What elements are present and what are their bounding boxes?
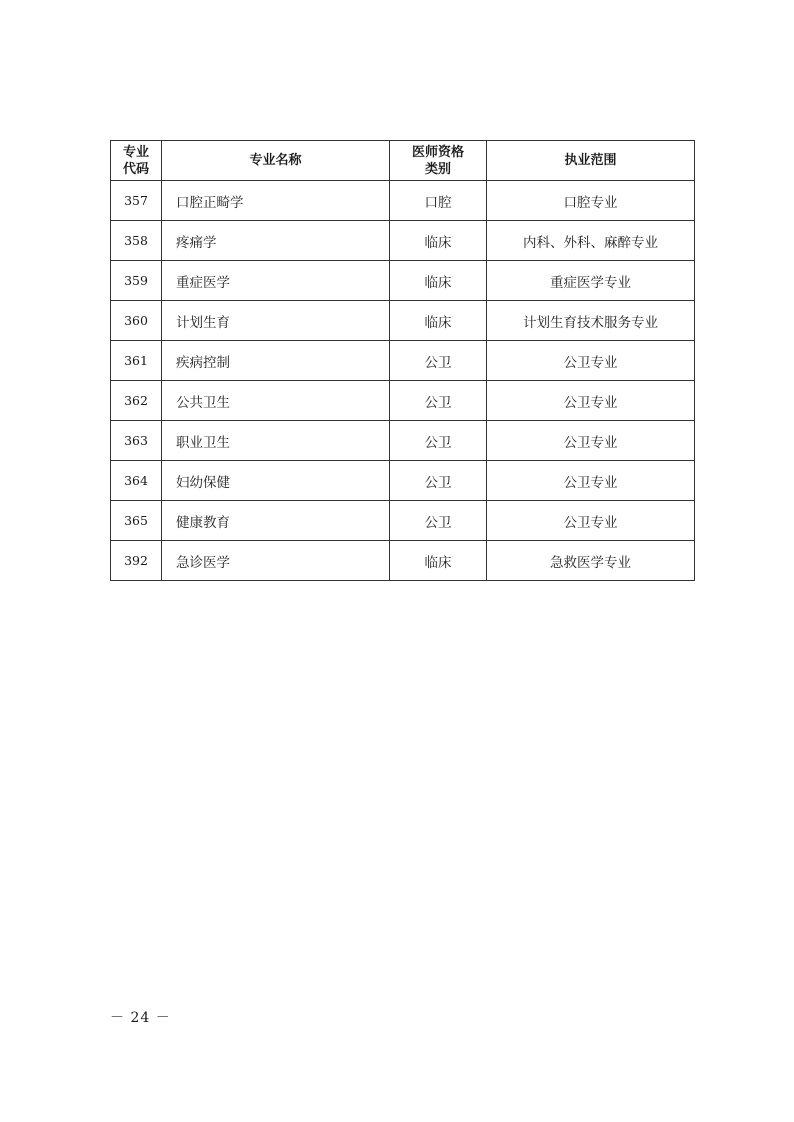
table-row: [111, 341, 695, 381]
cell-name: 口腔正畸学: [162, 181, 390, 221]
table-row: [111, 421, 695, 461]
cell-code: 361: [111, 341, 162, 381]
cell-name: 职业卫生: [162, 421, 390, 461]
table-row: [111, 301, 695, 341]
header-code-line1: 专业: [122, 144, 149, 160]
cell-name: 健康教育: [162, 501, 390, 541]
cell-scope: 口腔专业: [487, 181, 695, 221]
cell-name: 公共卫生: [162, 381, 390, 421]
cell-code: 359: [111, 261, 162, 301]
cell-code: 363: [111, 421, 162, 461]
header-name: 专业名称: [162, 141, 390, 181]
cell-code: 365: [111, 501, 162, 541]
table-header-row: [111, 141, 695, 181]
cell-category: 公卫: [390, 341, 487, 381]
cell-scope: 内科、外科、麻醉专业: [487, 221, 695, 261]
cell-category: 公卫: [390, 501, 487, 541]
cell-scope: 计划生育技术服务专业: [487, 301, 695, 341]
cell-category: 口腔: [390, 181, 487, 221]
cell-category: 公卫: [390, 381, 487, 421]
cell-scope: 公卫专业: [487, 501, 695, 541]
cell-scope: 公卫专业: [487, 381, 695, 421]
cell-name: 疼痛学: [162, 221, 390, 261]
header-code: [111, 141, 162, 181]
cell-category: 公卫: [390, 421, 487, 461]
specialty-table: [110, 140, 695, 581]
table-row: [111, 381, 695, 421]
cell-name: 重症医学: [162, 261, 390, 301]
cell-category: 临床: [390, 261, 487, 301]
cell-code: 392: [111, 541, 162, 581]
cell-scope: 公卫专业: [487, 341, 695, 381]
header-category-line1: 医师资格: [411, 144, 464, 160]
cell-scope: 公卫专业: [487, 461, 695, 501]
cell-name: 妇幼保健: [162, 461, 390, 501]
cell-code: 357: [111, 181, 162, 221]
table-row: [111, 221, 695, 261]
table-body: [111, 181, 695, 581]
cell-code: 362: [111, 381, 162, 421]
cell-scope: 重症医学专业: [487, 261, 695, 301]
cell-name: 疾病控制: [162, 341, 390, 381]
header-category-line2: 类别: [424, 161, 451, 177]
cell-category: 临床: [390, 541, 487, 581]
cell-code: 364: [111, 461, 162, 501]
table-row: [111, 501, 695, 541]
table-row: [111, 461, 695, 501]
table-row: [111, 181, 695, 221]
page-number: － 24 －: [110, 1010, 171, 1026]
cell-name: 计划生育: [162, 301, 390, 341]
cell-name: 急诊医学: [162, 541, 390, 581]
cell-code: 358: [111, 221, 162, 261]
header-category: [390, 141, 487, 181]
cell-category: 临床: [390, 301, 487, 341]
cell-scope: 公卫专业: [487, 421, 695, 461]
table-row: [111, 261, 695, 301]
cell-category: 临床: [390, 221, 487, 261]
cell-scope: 急救医学专业: [487, 541, 695, 581]
cell-code: 360: [111, 301, 162, 341]
specialty-table-container: [110, 140, 694, 581]
cell-category: 公卫: [390, 461, 487, 501]
table-row: [111, 541, 695, 581]
header-code-line2: 代码: [122, 161, 149, 177]
header-scope: 执业范围: [487, 141, 695, 181]
